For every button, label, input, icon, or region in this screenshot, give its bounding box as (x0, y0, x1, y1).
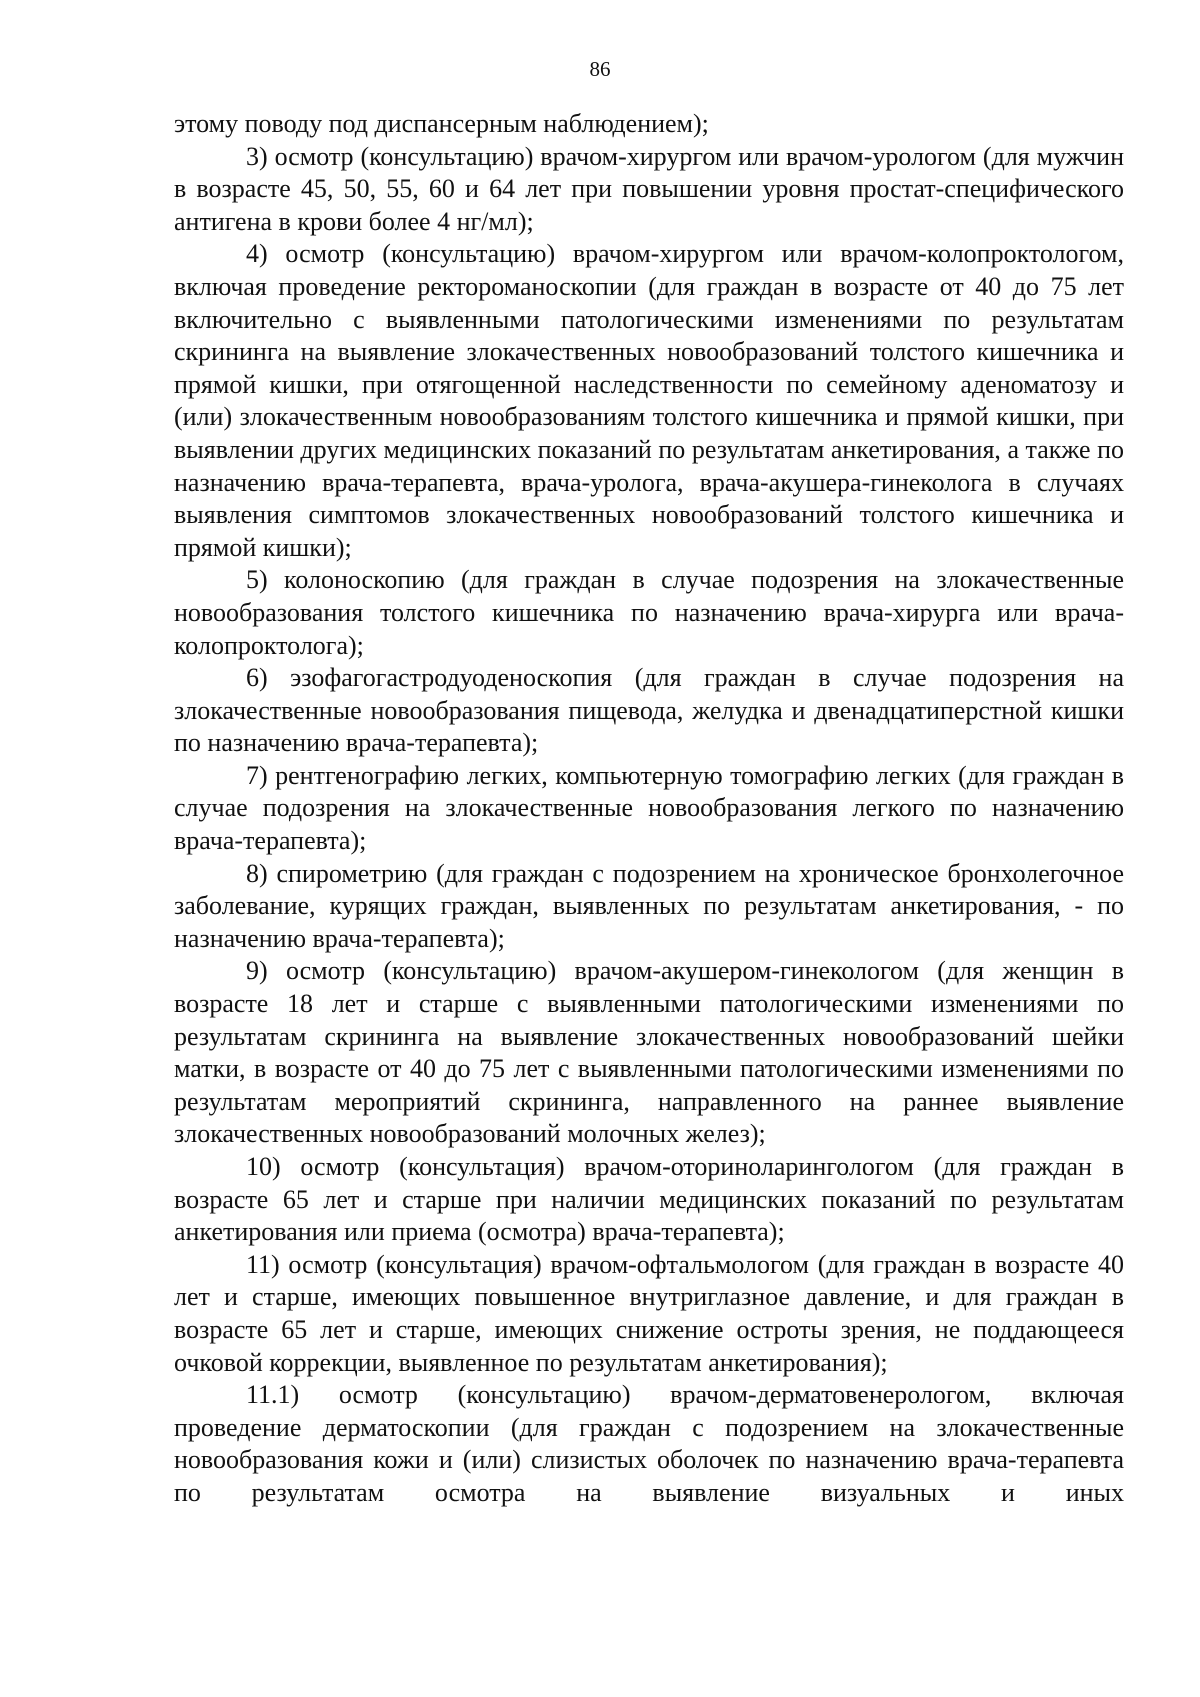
list-item-11: 11) осмотр (консультация) врачом-офтальмологом (для граждан в возрасте 40 лет и старше, имеющих повышенное внутриглазное давление, и для граждан в возрасте 65 лет и старше, имеющих снижение остроты зрения, не поддающееся очковой коррекции, выявленное по результатам анкетирования); (174, 1249, 1124, 1377)
page-number: 86 (589, 57, 611, 81)
list-item-11-1: 11.1) осмотр (консультацию) врачом-дерматовенерологом, включая проведение дерматоскопии (для граждан с подозрением на злокачественные новообразования кожи и (или) слизистых оболочек по назначению врача-терапевта по результатам осмотра на выявление визуальных и иных (174, 1380, 1124, 1507)
list-item-6: 6) эзофагогастродуоденоскопия (для граждан в случае подозрения на злокачественные новообразования пищевода, желудка и двенадцатиперстной кишки по назначению врача-терапевта); (174, 663, 1124, 758)
list-item-10: 10) осмотр (консультация) врачом-оториноларингологом (для граждан в возрасте 65 лет и старше при наличии медицинских показаний по результатам анкетирования или приема (осмотра) врача-терапевта); (174, 1152, 1124, 1247)
document-body (174, 108, 1124, 1510)
list-item-8: 8) спирометрию (для граждан с подозрением на хроническое бронхолегочное заболевание, курящих граждан, выявленных по результатам анкетирования, - по назначению врача-терапевта); (174, 858, 1124, 953)
list-item-4: 4) осмотр (консультацию) врачом-хирургом или врачом-колопроктологом, включая проведение ректороманоскопии (для граждан в возрасте от 40 до 75 лет включительно с выявленными патологическими изменениями по результатам скрининга на выявление злокачественных новообразований толстого кишечника и прямой кишки, при отягощенной наследственности по семейному аденоматозу и (или) злокачественным новообразованиям толстого кишечника и прямой кишки, при выявлении других медицинских показаний по результатам анкетирования, а также по назначению врача-терапевта, врача-уролога, врача-акушера-гинеколога в случаях выявления симптомов злокачественных новообразований толстого кишечника и прямой кишки); (174, 239, 1124, 562)
paragraph-continuation: этому поводу под диспансерным наблюдением); (174, 109, 709, 138)
list-item-9: 9) осмотр (консультацию) врачом-акушером-гинекологом (для женщин в возрасте 18 лет и старше с выявленными патологическими изменениями по результатам скрининга на выявление злокачественных новообразований шейки матки, в возрасте от 40 до 75 лет с выявленными патологическими изменениями по результатам мероприятий скрининга, направленного на раннее выявление злокачественных новообразований молочных желез); (174, 956, 1124, 1149)
list-item-7: 7) рентгенографию легких, компьютерную томографию легких (для граждан в случае подозрения на злокачественные новообразования легкого по назначению врача-терапевта); (174, 760, 1124, 856)
list-item-3: 3) осмотр (консультацию) врачом-хирургом или врачом-урологом (для мужчин в возрасте 45, 50, 55, 60 и 64 лет при повышении уровня простат-специфического антигена в крови более 4 нг/мл); (174, 141, 1124, 236)
list-item-5: 5) колоноскопию (для граждан в случае подозрения на злокачественные новообразования толстого кишечника по назначению врача-хирурга или врача-колопроктолога); (174, 565, 1124, 660)
